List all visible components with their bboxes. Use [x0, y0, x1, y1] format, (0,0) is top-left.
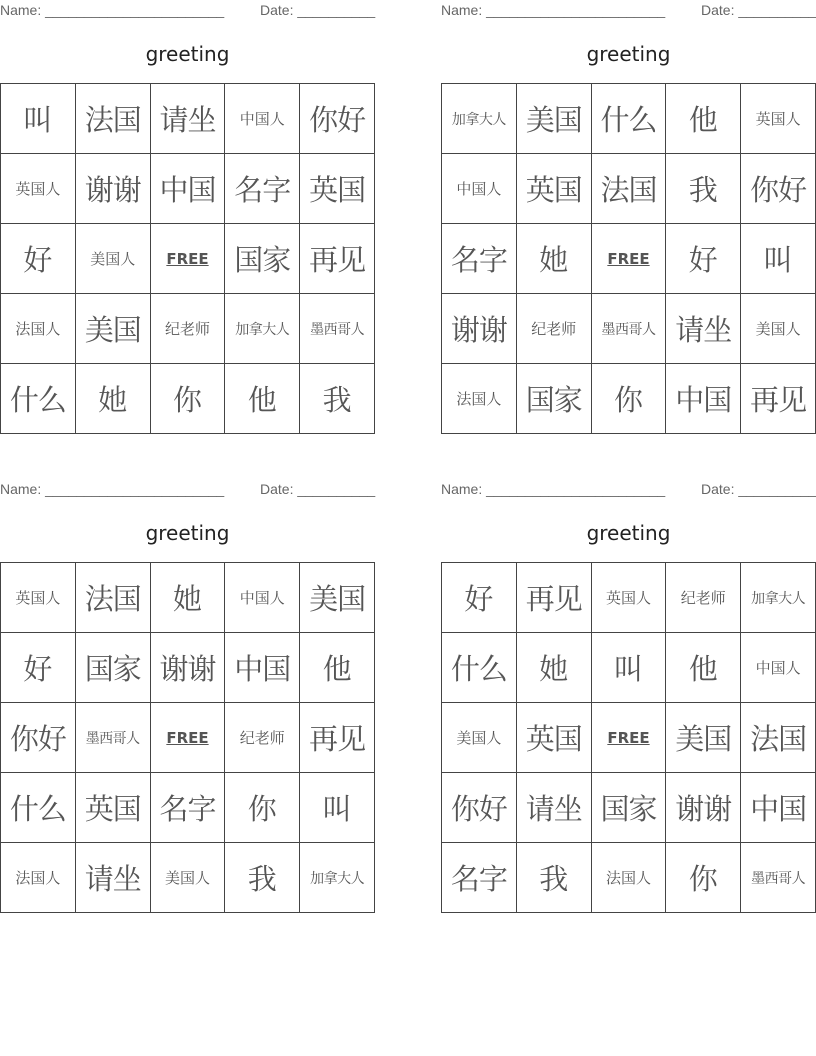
grid-cell: 你: [225, 773, 300, 843]
free-space: FREE: [150, 703, 225, 773]
name-field: [0, 2, 224, 18]
name-date-row: [0, 0, 376, 20]
grid-cell: 中国: [666, 364, 741, 434]
date-line: __________: [297, 481, 376, 497]
grid-cell: 加拿大人: [741, 563, 816, 633]
grid-cell: 中国: [150, 154, 225, 224]
date-field: [701, 2, 816, 18]
grid-cell: 她: [75, 364, 150, 434]
name-label: Name:: [441, 2, 483, 18]
grid-row: [1, 703, 375, 773]
grid-cell: 英国: [75, 773, 150, 843]
grid-cell: 请坐: [75, 843, 150, 913]
date-label: Date:: [701, 481, 735, 497]
grid-cell: 美国人: [442, 703, 517, 773]
grid-cell: 法国: [75, 563, 150, 633]
grid-row: [1, 773, 375, 843]
grid-cell: 叫: [741, 224, 816, 294]
grid-row: [1, 843, 375, 913]
bingo-grid: [0, 83, 375, 434]
grid-cell: 名字: [442, 224, 517, 294]
grid-cell: 什么: [442, 633, 517, 703]
grid-cell: 什么: [1, 773, 76, 843]
grid-cell: 英国人: [741, 84, 816, 154]
grid-cell: 谢谢: [150, 633, 225, 703]
grid-cell: 你好: [300, 84, 375, 154]
grid-cell: 英国: [516, 703, 591, 773]
name-date-row: [441, 0, 816, 20]
name-line: _______________________: [486, 481, 666, 497]
card-title: greeting: [586, 521, 671, 545]
grid-cell: 国家: [75, 633, 150, 703]
grid-cell: 墨西哥人: [300, 294, 375, 364]
grid-cell: 你: [666, 843, 741, 913]
grid-cell: 纪老师: [225, 703, 300, 773]
grid-cell: 英国: [300, 154, 375, 224]
grid-cell: 我: [666, 154, 741, 224]
grid-cell: 法国人: [591, 843, 666, 913]
grid-cell: 墨西哥人: [75, 703, 150, 773]
grid-cell: 名字: [442, 843, 517, 913]
grid-row: [1, 84, 375, 154]
grid-cell: 美国: [300, 563, 375, 633]
grid-cell: 美国: [516, 84, 591, 154]
grid-cell: 纪老师: [150, 294, 225, 364]
grid-cell: 美国人: [75, 224, 150, 294]
grid-cell: 墨西哥人: [741, 843, 816, 913]
grid-cell: 中国人: [442, 154, 517, 224]
grid-cell: 美国: [666, 703, 741, 773]
grid-cell: 好: [442, 563, 517, 633]
grid-cell: 好: [1, 633, 76, 703]
name-date-row: [0, 479, 376, 499]
grid-cell: 英国人: [591, 563, 666, 633]
grid-row: [442, 843, 816, 913]
grid-row: [1, 633, 375, 703]
grid-cell: 你好: [442, 773, 517, 843]
grid-cell: 他: [300, 633, 375, 703]
bingo-grid: [441, 562, 816, 913]
grid-row: [442, 364, 816, 434]
grid-row: [442, 154, 816, 224]
grid-cell: 叫: [591, 633, 666, 703]
bingo-grid: [441, 83, 816, 434]
grid-row: [1, 364, 375, 434]
name-line: _______________________: [45, 481, 225, 497]
grid-cell: 法国人: [442, 364, 517, 434]
card-title: greeting: [145, 42, 230, 66]
date-line: __________: [738, 2, 816, 18]
date-label: Date:: [260, 2, 294, 18]
grid-cell: 法国: [741, 703, 816, 773]
grid-cell: 再见: [300, 224, 375, 294]
grid-cell: 中国: [225, 633, 300, 703]
bingo-card-1: [0, 0, 375, 440]
grid-cell: 中国: [741, 773, 816, 843]
grid-cell: 纪老师: [516, 294, 591, 364]
grid-cell: 她: [150, 563, 225, 633]
grid-cell: 英国: [516, 154, 591, 224]
name-field: [0, 481, 224, 497]
name-label: Name:: [0, 481, 42, 497]
grid-cell: 墨西哥人: [591, 294, 666, 364]
grid-cell: 法国人: [1, 294, 76, 364]
free-space: FREE: [591, 224, 666, 294]
grid-cell: 加拿大人: [442, 84, 517, 154]
card-title: greeting: [586, 42, 671, 66]
grid-cell: 好: [666, 224, 741, 294]
grid-cell: 英国人: [1, 154, 76, 224]
date-field: [701, 481, 816, 497]
grid-cell: 法国人: [1, 843, 76, 913]
grid-cell: 他: [225, 364, 300, 434]
grid-cell: 我: [225, 843, 300, 913]
grid-cell: 他: [666, 84, 741, 154]
grid-cell: 法国: [591, 154, 666, 224]
grid-cell: 国家: [225, 224, 300, 294]
card-title: greeting: [145, 521, 230, 545]
grid-cell: 她: [516, 224, 591, 294]
grid-cell: 美国: [75, 294, 150, 364]
name-date-row: [441, 479, 816, 499]
name-line: _______________________: [45, 2, 225, 18]
grid-cell: 美国人: [150, 843, 225, 913]
grid-cell: 我: [516, 843, 591, 913]
grid-row: [1, 154, 375, 224]
grid-row: [442, 563, 816, 633]
grid-cell: 纪老师: [666, 563, 741, 633]
grid-row: [442, 773, 816, 843]
date-field: [260, 481, 375, 497]
grid-row: [442, 703, 816, 773]
grid-cell: 美国人: [741, 294, 816, 364]
date-label: Date:: [260, 481, 294, 497]
free-space: FREE: [591, 703, 666, 773]
grid-cell: 叫: [1, 84, 76, 154]
grid-cell: 再见: [516, 563, 591, 633]
grid-cell: 再见: [741, 364, 816, 434]
grid-cell: 你: [591, 364, 666, 434]
grid-cell: 请坐: [666, 294, 741, 364]
grid-cell: 加拿大人: [300, 843, 375, 913]
grid-cell: 国家: [591, 773, 666, 843]
grid-cell: 英国人: [1, 563, 76, 633]
grid-cell: 你: [150, 364, 225, 434]
grid-cell: 请坐: [150, 84, 225, 154]
grid-cell: 国家: [516, 364, 591, 434]
grid-cell: 你好: [1, 703, 76, 773]
grid-cell: 什么: [1, 364, 76, 434]
grid-cell: 谢谢: [442, 294, 517, 364]
grid-cell: 她: [516, 633, 591, 703]
grid-cell: 谢谢: [666, 773, 741, 843]
grid-cell: 好: [1, 224, 76, 294]
grid-cell: 谢谢: [75, 154, 150, 224]
bingo-card-3: [0, 479, 375, 919]
grid-cell: 中国人: [225, 84, 300, 154]
grid-row: [442, 633, 816, 703]
date-line: __________: [297, 2, 376, 18]
grid-cell: 名字: [150, 773, 225, 843]
grid-cell: 法国: [75, 84, 150, 154]
name-field: [441, 481, 665, 497]
date-line: __________: [738, 481, 816, 497]
grid-row: [442, 224, 816, 294]
grid-cell: 中国人: [225, 563, 300, 633]
grid-cell: 叫: [300, 773, 375, 843]
grid-cell: 我: [300, 364, 375, 434]
bingo-grid: [0, 562, 375, 913]
date-field: [260, 2, 375, 18]
free-space: FREE: [150, 224, 225, 294]
name-field: [441, 2, 665, 18]
name-label: Name:: [0, 2, 42, 18]
bingo-card-2: [441, 0, 816, 440]
grid-row: [1, 294, 375, 364]
grid-cell: 名字: [225, 154, 300, 224]
name-label: Name:: [441, 481, 483, 497]
grid-row: [1, 563, 375, 633]
grid-cell: 中国人: [741, 633, 816, 703]
grid-row: [442, 294, 816, 364]
date-label: Date:: [701, 2, 735, 18]
grid-row: [442, 84, 816, 154]
bingo-card-4: [441, 479, 816, 919]
grid-cell: 请坐: [516, 773, 591, 843]
grid-cell: 再见: [300, 703, 375, 773]
grid-cell: 什么: [591, 84, 666, 154]
grid-cell: 你好: [741, 154, 816, 224]
grid-row: [1, 224, 375, 294]
grid-cell: 他: [666, 633, 741, 703]
grid-cell: 加拿大人: [225, 294, 300, 364]
name-line: _______________________: [486, 2, 666, 18]
